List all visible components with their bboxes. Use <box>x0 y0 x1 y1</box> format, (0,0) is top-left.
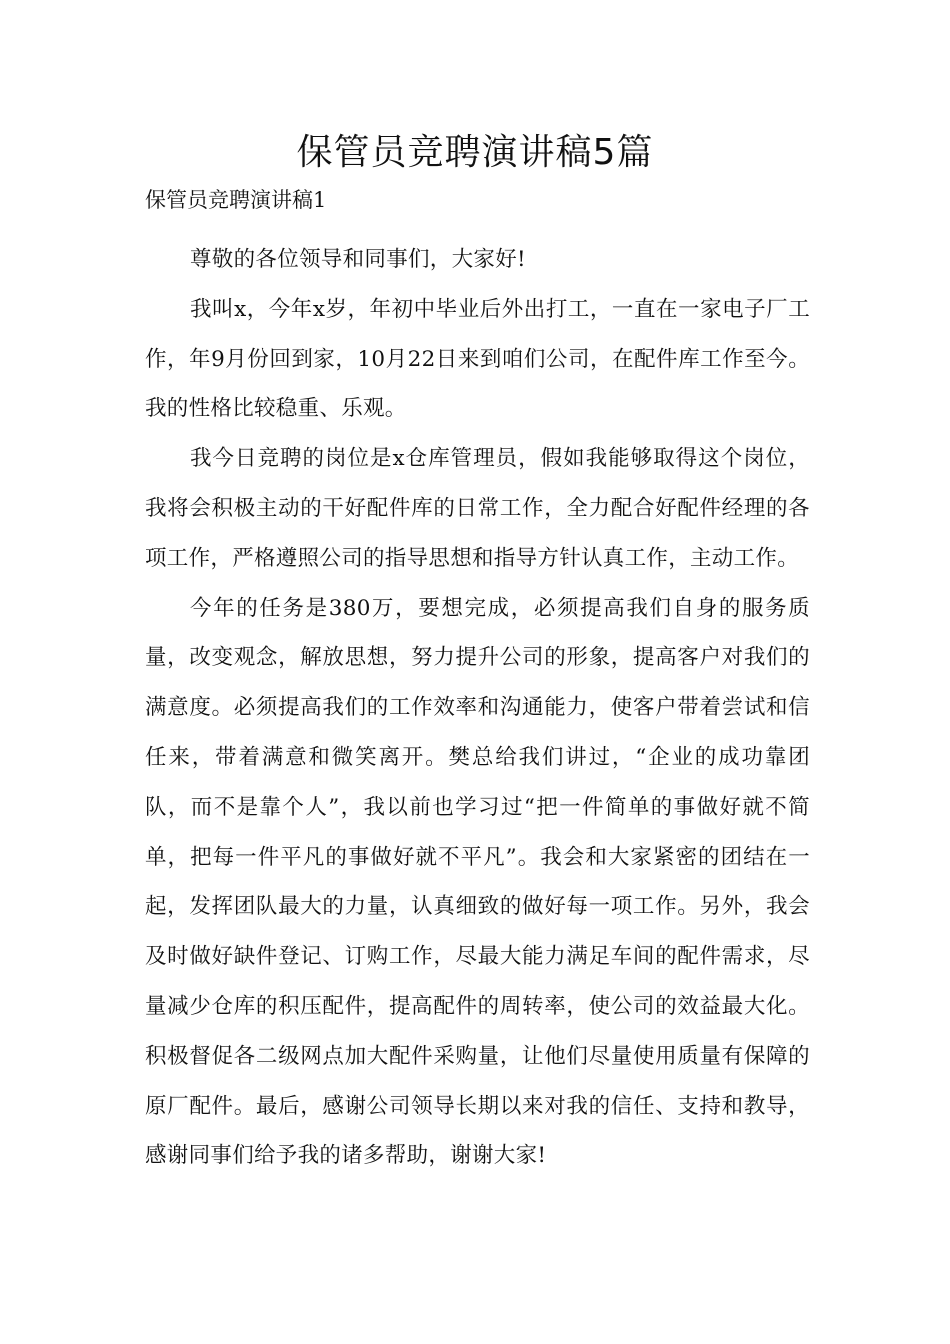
paragraph-position: 我今日竞聘的岗位是x仓库管理员，假如我能够取得这个岗位，我将会积极主动的干好配件库的日常工作，全力配合好配件经理的各项工作，严格遵照公司的指导思想和指导方针认真工作，主动工作。 <box>145 446 810 571</box>
section-heading: 保管员竞聘演讲稿1 <box>145 188 327 212</box>
paragraph-introduction: 我叫x，今年x岁，年初中毕业后外出打工，一直在一家电子厂工作，年9月份回到家，10月22日来到咱们公司，在配件库工作至今。我的性格比较稳重、乐观。 <box>145 296 810 422</box>
document-title: 保管员竞聘演讲稿5篇 <box>296 132 654 173</box>
paragraph-greeting: 尊敬的各位领导和同事们，大家好! <box>190 247 526 272</box>
document-body <box>145 235 810 1181</box>
paragraph-goals: 今年的任务是380万，要想完成，必须提高我们自身的服务质量，改变观念，解放思想，努力提升公司的形象，提高客户对我们的满意度。必须提高我们的工作效率和沟通能力，使客户带着尝试和信任来，带着满意和微笑离开。樊总给我们讲过，“企业的成功靠团队，而不是靠个人”，我以前也学习过“把一件简单的事做好就不简单，把每一件平凡的事做好就不平凡”。我会和大家紧密的团结在一起，发挥团队最大的力量，认真细致的做好每一项工作。另外，我会及时做好缺件登记、订购工作，尽最大能力满足车间的配件需求，尽量减少仓库的积压配件，提高配件的周转率，使公司的效益最大化。积极督促各二级网点加大配件采购量，让他们尽量使用质量有保障的原厂配件。最后，感谢公司领导长期以来对我的信任、支持和教导，感谢同事们给予我的诸多帮助，谢谢大家! <box>145 595 810 1169</box>
